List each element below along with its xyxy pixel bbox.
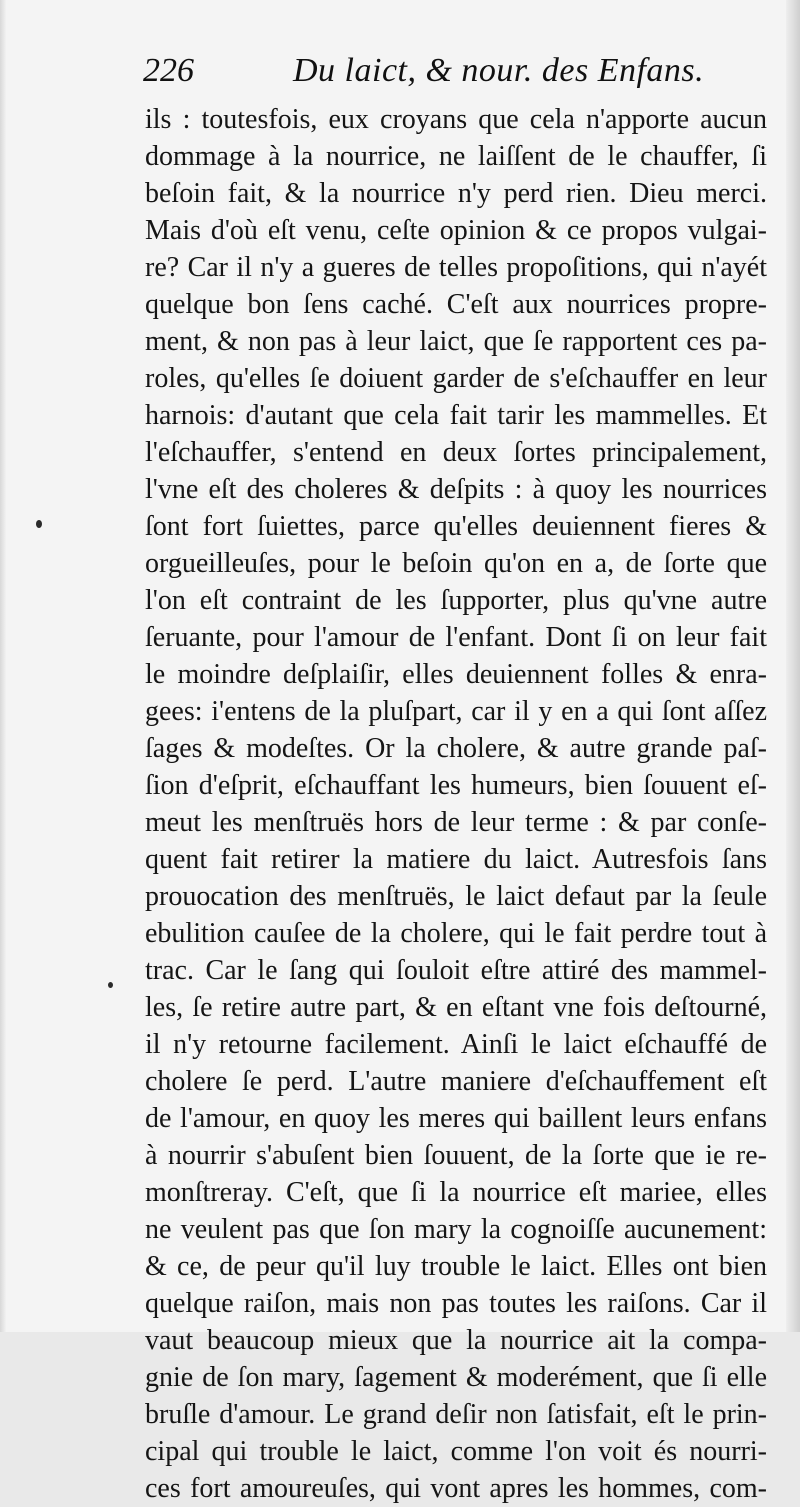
text-line: re? Car il n'y a gueres de telles propoſitions, qui n'ayét [145,252,767,283]
text-line: dommage à la nourrice, ne laiſſent de le chauffer, ſi [145,141,767,172]
text-line: ils : toutesfois, eux croyans que cela n'apporte aucun [145,104,767,135]
text-line: meut les menſtruës hors de leur terme : & par conſe- [145,807,767,838]
page-number: 226 [143,52,194,89]
text-line: cholere ſe perd. L'autre maniere d'eſchauffement eſt [145,1066,767,1097]
text-line: ſeruante, pour l'amour de l'enfant. Dont ſi on leur fait [145,622,767,653]
running-head: Du laict, & nour. des Enfans. [293,52,705,89]
text-line: trac. Car le ſang qui ſouloit eſtre attiré des mammel- [145,955,767,986]
text-line: gnie de ſon mary, ſagement & moderément, que ſi elle [145,1362,767,1393]
text-line: ſont fort ſuiettes, parce qu'elles deuiennent fieres & [145,511,767,542]
text-line: ces fort amoureuſes, qui vont apres les hommes, com- [145,1473,767,1504]
text-line: vaut beaucoup mieux que la nourrice ait la compa- [145,1325,767,1356]
text-line: monſtreray. C'eſt, que ſi la nourrice eſt mariee, elles [145,1177,767,1208]
text-line: le moindre deſplaiſir, elles deuiennent folles & enra- [145,659,767,690]
text-line: prouocation des menſtruës, le laict defaut par la ſeule [145,881,767,912]
body-text [145,101,767,1507]
page-header [143,52,763,98]
text-line: quelque raiſon, mais non pas toutes les raiſons. Car il [145,1288,767,1319]
text-line: ment, & non pas à leur laict, que ſe rapportent ces pa- [145,326,767,357]
text-line: & ce, de peur qu'il luy trouble le laict. Elles ont bien [145,1251,767,1282]
ink-speck [108,982,113,988]
text-line: gees: i'entens de la pluſpart, car il y en a qui ſont aſſez [145,696,767,727]
text-line: ſages & modeſtes. Or la cholere, & autre grande paſ- [145,733,767,764]
text-line: ſion d'eſprit, eſchauffant les humeurs, bien ſouuent eſ- [145,770,767,801]
text-line: cipal qui trouble le laict, comme l'on voit és nourri- [145,1436,767,1467]
text-line: l'on eſt contraint de les ſupporter, plus qu'vne autre [145,585,767,616]
page-left-edge [0,0,6,1332]
text-line: les, ſe retire autre part, & en eſtant vne fois deſtourné, [145,992,767,1023]
text-line: quent fait retirer la matiere du laict. Autresfois ſans [145,844,767,875]
text-line: à nourrir s'abuſent bien ſouuent, de la ſorte que ie re- [145,1140,767,1171]
text-line: roles, qu'elles ſe doiuent garder de s'eſchauffer en leur [145,363,767,394]
text-line: bruſle d'amour. Le grand deſir non ſatisfait, eſt le prin- [145,1399,767,1430]
text-line: l'vne eſt des choleres & deſpits : à quoy les nourrices [145,474,767,505]
text-line: orgueilleuſes, pour le beſoin qu'on en a, de ſorte que [145,548,767,579]
text-line: quelque bon ſens caché. C'eſt aux nourrices propre- [145,289,767,320]
ink-speck [36,520,42,528]
text-line: ne veulent pas que ſon mary la cognoiſſe aucunement: [145,1214,767,1245]
text-line: harnois: d'autant que cela fait tarir les mammelles. Et [145,400,767,431]
text-line: ebulition cauſee de la cholere, qui le fait perdre tout à [145,918,767,949]
text-line: beſoin fait, & la nourrice n'y perd rien. Dieu merci. [145,178,767,209]
page-right-edge [786,0,800,1332]
text-line: l'eſchauffer, s'entend en deux ſortes principalement, [145,437,767,468]
text-line: de l'amour, en quoy les meres qui baillent leurs enfans [145,1103,767,1134]
text-line: Mais d'où eſt venu, ceſte opinion & ce propos vulgai- [145,215,767,246]
text-line: il n'y retourne facilement. Ainſi le laict eſchauffé de [145,1029,767,1060]
